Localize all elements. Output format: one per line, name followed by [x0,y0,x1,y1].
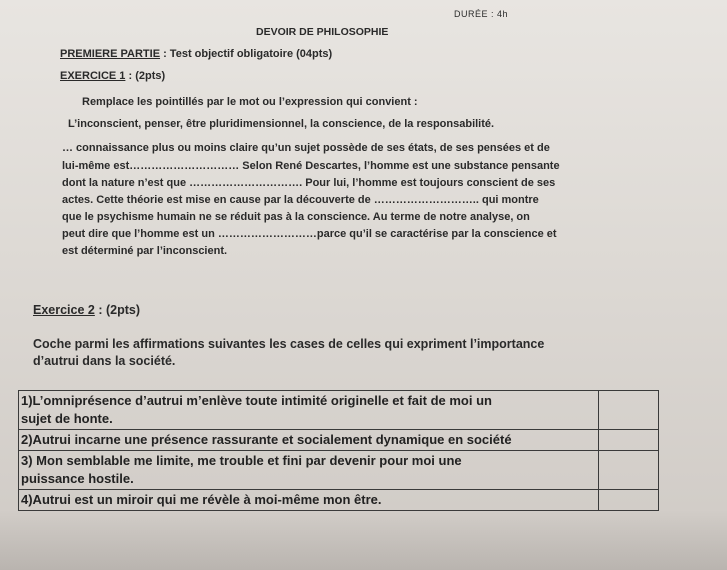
exercise1-word-list: L’inconscient, penser, être pluridimensionnel, la conscience, de la responsabilité. [68,118,495,130]
exercise1-instruction: Remplace les pointillés par le mot ou l’expression qui convient : [82,96,418,108]
part-label: PREMIERE PARTIE [60,48,161,60]
part-text: : Test objectif obligatoire (04pts) [160,48,333,60]
exercise2-points: : (2pts) [94,303,140,317]
table-row [19,451,659,490]
affirmation-text [19,451,599,490]
exercise1-line: que le psychisme humain ne se réduit pas à la conscience. Au terme de notre analyse, on [62,211,530,223]
exercise1-line: est déterminé par l’inconscient. [62,245,228,257]
exercise2-instruction: d’autrui dans la société. [33,354,176,368]
exercise1-line: actes. Cette théorie est mise en cause par la découverte de ……………………….. qui montre [62,194,539,206]
affirmation-checkbox[interactable] [599,490,659,511]
duration-label: DURÉE : 4h [454,9,509,19]
table-row [19,391,659,430]
exercise1-line: dont la nature n’est que …………………………. Pour lui, l’homme est toujours conscient de ses [62,177,556,189]
affirmation-line: puissance hostile. [21,471,134,486]
affirmations-table [18,390,659,511]
exercise2-heading [33,303,140,317]
exercise1-line: peut dire que l’homme est un ………………………parce qu’il se caractérise par la conscience et [62,228,557,240]
affirmation-text [19,490,599,511]
affirmation-line: 2)Autrui incarne une présence rassurante et socialement dynamique en société [21,432,512,447]
affirmation-text [19,430,599,451]
affirmation-line: sujet de honte. [21,411,113,426]
affirmation-text [19,391,599,430]
affirmation-checkbox[interactable] [599,430,659,451]
exercise1-label: EXERCICE 1 [60,70,126,82]
document-title: DEVOIR DE PHILOSOPHIE [256,26,389,38]
affirmation-checkbox[interactable] [599,391,659,430]
affirmation-line: 4)Autrui est un miroir qui me révèle à moi-même mon être. [21,492,382,507]
exercise1-points: : (2pts) [125,70,166,82]
affirmation-line: 3) Mon semblable me limite, me trouble et fini par devenir pour moi une [21,453,462,468]
table-row [19,430,659,451]
exercise1-heading [60,70,165,82]
exercise1-line: … connaissance plus ou moins claire qu’un sujet possède de ses états, de ses pensées et de [62,142,550,154]
exercise2-instruction: Coche parmi les affirmations suivantes les cases de celles qui expriment l’importance [33,337,545,351]
part-heading [60,48,332,60]
exercise1-line: lui-même est………………………… Selon René Descartes, l’homme est une substance pensante [62,160,560,172]
paper-shadow [0,510,727,570]
table-row [19,490,659,511]
affirmation-checkbox[interactable] [599,451,659,490]
affirmation-line: 1)L’omniprésence d’autrui m’enlève toute intimité originelle et fait de moi un [21,393,492,408]
exercise2-label: Exercice 2 [33,303,95,317]
